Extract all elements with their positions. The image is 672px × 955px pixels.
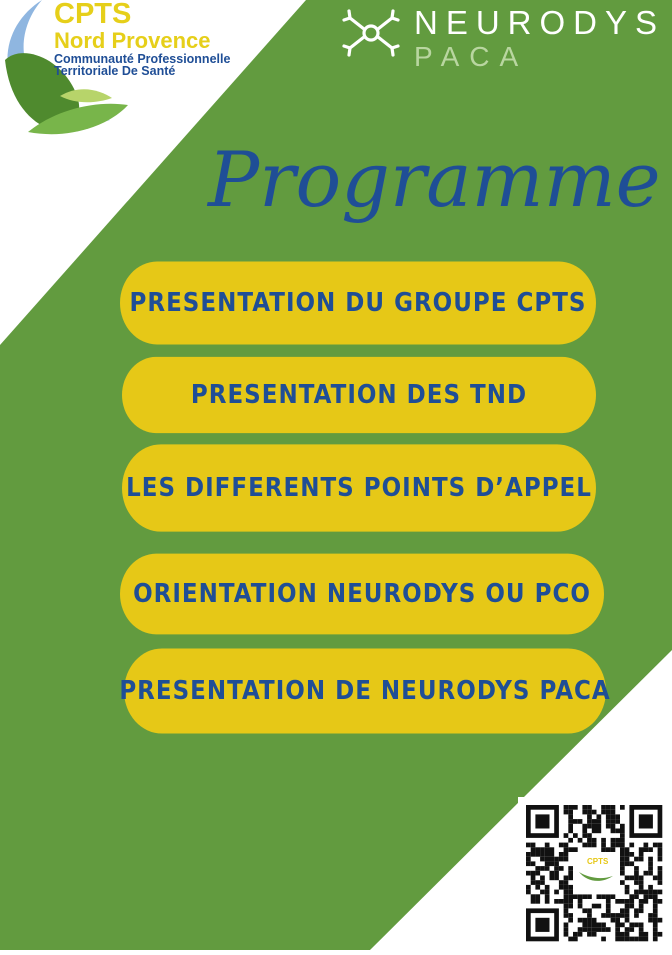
program-item-3: LES DIFFERENTS POINTS D’APPEL <box>122 444 596 531</box>
program-item-5: PRESENTATION DE NEURODYS PACA <box>124 648 606 733</box>
program-item-1: PRESENTATION DU GROUPE CPTS <box>120 262 596 345</box>
neuron-icon <box>340 8 402 58</box>
svg-text:CPTS: CPTS <box>587 857 609 866</box>
qr-code[interactable] <box>518 797 670 950</box>
cpts-logo-tagline-1: Communauté Professionnelle <box>54 52 231 66</box>
neurodys-logo-subtitle: PACA <box>414 41 529 72</box>
program-item-4: ORIENTATION NEURODYS OU PCO <box>120 554 604 635</box>
program-item-2: PRESENTATION DES TND <box>122 357 596 433</box>
neurodys-logo-title: NEURODYS <box>414 4 666 41</box>
cpts-logo-title: CPTS <box>54 0 132 30</box>
qr-code-icon <box>518 797 670 950</box>
cpts-logo-subtitle: Nord Provence <box>54 28 211 53</box>
cpts-logo-tagline-2: Territoriale De Santé <box>54 64 176 78</box>
programme-heading <box>200 118 661 248</box>
programme-heading-text: Programme <box>208 135 661 224</box>
